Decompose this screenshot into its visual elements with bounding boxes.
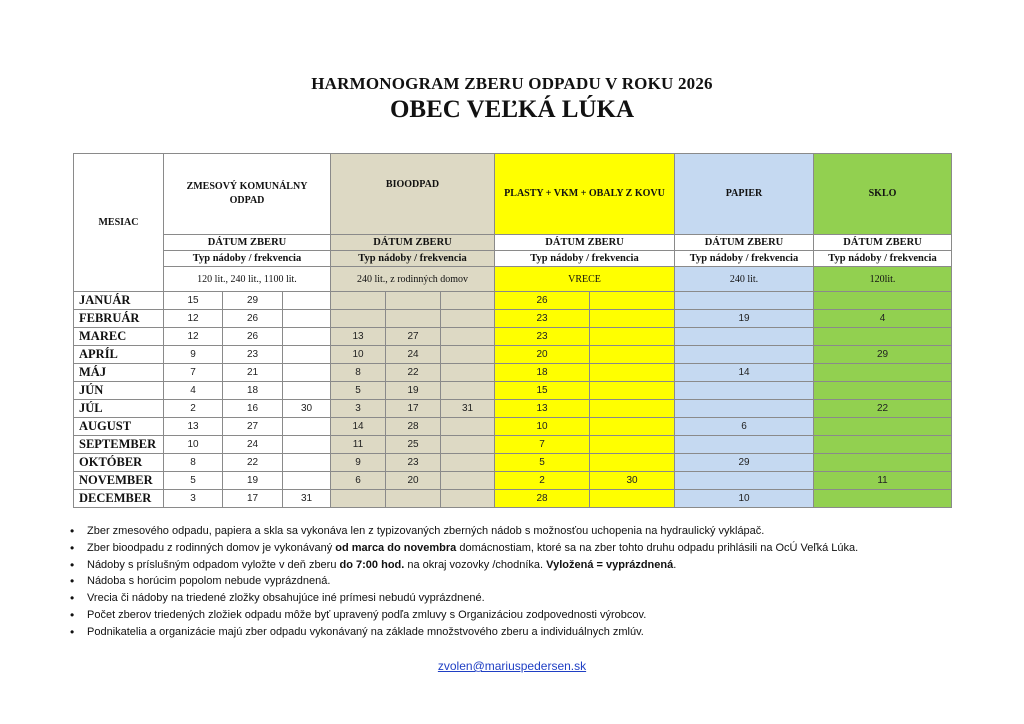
plasty-date: 2 xyxy=(495,472,590,490)
note-text: . xyxy=(673,558,677,571)
zmesovy-date: 26 xyxy=(223,328,283,346)
footer-contact xyxy=(0,659,1024,673)
zmesovy-date: 27 xyxy=(223,418,283,436)
category-header-sklo: SKLO xyxy=(814,154,952,235)
sklo-date xyxy=(814,328,952,346)
sklo-date xyxy=(814,490,952,508)
date-label-sklo: DÁTUM ZBERU xyxy=(814,235,952,251)
zmesovy-date xyxy=(283,436,331,454)
month-column-header: MESIAC xyxy=(74,154,164,292)
bioodpad-date xyxy=(441,364,495,382)
bioodpad-date xyxy=(441,454,495,472)
municipality-title: OBEC VEĽKÁ LÚKA xyxy=(389,96,635,123)
notes-list xyxy=(70,523,858,641)
plasty-date xyxy=(590,454,675,472)
note-text: Nádoby s príslušným odpadom vyložte v deň zberu xyxy=(87,558,340,571)
plasty-date xyxy=(590,364,675,382)
sklo-date xyxy=(814,454,952,472)
bioodpad-date xyxy=(386,490,441,508)
category-header-papier: PAPIER xyxy=(675,154,814,235)
plasty-date xyxy=(590,382,675,400)
note-text: Počet zberov triedených zložiek odpadu môže byť upravený podľa zmluvy s Organizáciou zodpovednosti výrobcov. xyxy=(87,608,647,621)
plasty-date: 5 xyxy=(495,454,590,472)
bioodpad-date xyxy=(386,292,441,310)
plasty-date xyxy=(590,418,675,436)
table-row xyxy=(74,472,952,490)
plasty-date: 20 xyxy=(495,346,590,364)
note-item xyxy=(70,624,858,641)
containers-bioodpad: 240 lit., z rodinných domov xyxy=(331,267,495,292)
type-label-plasty: Typ nádoby / frekvencia xyxy=(495,251,675,267)
bioodpad-date: 9 xyxy=(331,454,386,472)
zmesovy-date: 23 xyxy=(223,346,283,364)
bioodpad-date: 28 xyxy=(386,418,441,436)
zmesovy-date: 4 xyxy=(164,382,223,400)
sklo-date xyxy=(814,382,952,400)
bioodpad-date: 27 xyxy=(386,328,441,346)
collection-schedule-table xyxy=(73,153,952,508)
zmesovy-date: 16 xyxy=(223,400,283,418)
bioodpad-date xyxy=(441,382,495,400)
table-row xyxy=(74,292,952,310)
table-row xyxy=(74,382,952,400)
note-item xyxy=(70,557,858,574)
bioodpad-date xyxy=(441,490,495,508)
papier-date xyxy=(675,382,814,400)
document-title: HARMONOGRAM ZBERU ODPADU V ROKU 2026 xyxy=(311,74,713,93)
plasty-date xyxy=(590,490,675,508)
month-name: SEPTEMBER xyxy=(74,436,164,454)
plasty-date xyxy=(590,292,675,310)
date-label-zmesovy: DÁTUM ZBERU xyxy=(164,235,331,251)
zmesovy-date xyxy=(283,418,331,436)
sklo-date: 29 xyxy=(814,346,952,364)
bioodpad-date: 6 xyxy=(331,472,386,490)
note-text: domácnostiam, ktoré sa na zber tohto druhu odpadu prihlásili na OcÚ Veľká Lúka. xyxy=(456,541,859,554)
plasty-date xyxy=(590,400,675,418)
zmesovy-date: 26 xyxy=(223,310,283,328)
bioodpad-date: 17 xyxy=(386,400,441,418)
zmesovy-date xyxy=(283,454,331,472)
zmesovy-date xyxy=(283,364,331,382)
bioodpad-date: 20 xyxy=(386,472,441,490)
type-label-papier: Typ nádoby / frekvencia xyxy=(675,251,814,267)
month-name: APRÍL xyxy=(74,346,164,364)
date-label-plasty: DÁTUM ZBERU xyxy=(495,235,675,251)
zmesovy-date: 30 xyxy=(283,400,331,418)
zmesovy-date: 19 xyxy=(223,472,283,490)
zmesovy-date: 3 xyxy=(164,490,223,508)
plasty-date: 15 xyxy=(495,382,590,400)
note-item xyxy=(70,590,858,607)
zmesovy-date xyxy=(283,310,331,328)
bioodpad-date: 19 xyxy=(386,382,441,400)
date-label-papier: DÁTUM ZBERU xyxy=(675,235,814,251)
bioodpad-date: 31 xyxy=(441,400,495,418)
bioodpad-date xyxy=(441,292,495,310)
sklo-date: 4 xyxy=(814,310,952,328)
zmesovy-date: 5 xyxy=(164,472,223,490)
bioodpad-date xyxy=(441,418,495,436)
papier-date: 19 xyxy=(675,310,814,328)
plasty-date xyxy=(590,346,675,364)
zmesovy-date: 8 xyxy=(164,454,223,472)
note-text: Vrecia či nádoby na triedené zložky obsahujúce iné prímesi nebudú vyprázdnené. xyxy=(87,592,485,605)
note-text: na okraj vozovky /chodníka. xyxy=(404,558,547,571)
table-row xyxy=(74,364,952,382)
zmesovy-date: 2 xyxy=(164,400,223,418)
sklo-date: 11 xyxy=(814,472,952,490)
table-row xyxy=(74,346,952,364)
bioodpad-date: 5 xyxy=(331,382,386,400)
note-text: Nádoba s horúcim popolom nebude vyprázdnená. xyxy=(87,575,331,588)
note-item xyxy=(70,540,858,557)
papier-date xyxy=(675,436,814,454)
month-name: NOVEMBER xyxy=(74,472,164,490)
papier-date xyxy=(675,472,814,490)
zmesovy-date xyxy=(283,382,331,400)
zmesovy-date: 21 xyxy=(223,364,283,382)
zmesovy-date: 12 xyxy=(164,328,223,346)
note-text: Zber bioodpadu z rodinných domov je vykonávaný xyxy=(87,541,336,554)
zmesovy-date xyxy=(283,472,331,490)
bioodpad-date: 11 xyxy=(331,436,386,454)
bioodpad-date xyxy=(441,346,495,364)
zmesovy-date xyxy=(283,292,331,310)
plasty-date: 18 xyxy=(495,364,590,382)
papier-date: 6 xyxy=(675,418,814,436)
note-emphasis: do 7:00 hod. xyxy=(339,558,405,571)
bioodpad-date: 3 xyxy=(331,400,386,418)
plasty-date xyxy=(590,328,675,346)
zmesovy-date: 10 xyxy=(164,436,223,454)
zmesovy-date xyxy=(283,346,331,364)
containers-sklo: 120lit. xyxy=(814,267,952,292)
month-name: JANUÁR xyxy=(74,292,164,310)
containers-papier: 240 lit. xyxy=(675,267,814,292)
note-emphasis: Vyložená = vyprázdnená xyxy=(546,558,674,571)
bioodpad-date: 8 xyxy=(331,364,386,382)
month-name: AUGUST xyxy=(74,418,164,436)
plasty-date: 10 xyxy=(495,418,590,436)
type-label-sklo: Typ nádoby / frekvencia xyxy=(814,251,952,267)
type-label-row xyxy=(74,251,952,267)
zmesovy-date: 22 xyxy=(223,454,283,472)
sklo-date xyxy=(814,436,952,454)
plasty-date: 23 xyxy=(495,328,590,346)
papier-date: 29 xyxy=(675,454,814,472)
note-item xyxy=(70,573,858,590)
month-name: FEBRUÁR xyxy=(74,310,164,328)
papier-date xyxy=(675,328,814,346)
category-header-bioodpad: BIOODPAD xyxy=(331,154,495,235)
zmesovy-date: 18 xyxy=(223,382,283,400)
papier-date: 10 xyxy=(675,490,814,508)
category-header-plasty: PLASTY + VKM + OBALY Z KOVU xyxy=(495,154,675,235)
zmesovy-date: 31 xyxy=(283,490,331,508)
bioodpad-date xyxy=(331,490,386,508)
table-row xyxy=(74,418,952,436)
category-header-zmesovy: ZMESOVÝ KOMUNÁLNY ODPAD xyxy=(164,154,331,235)
papier-date xyxy=(675,400,814,418)
zmesovy-date: 9 xyxy=(164,346,223,364)
plasty-date: 28 xyxy=(495,490,590,508)
note-text: Podnikatelia a organizácie majú zber odpadu vykonávaný na základe množstvového zberu a individuálnych zmlúv. xyxy=(87,625,644,638)
date-label-row xyxy=(74,235,952,251)
bioodpad-date xyxy=(386,310,441,328)
table-row xyxy=(74,490,952,508)
table-row xyxy=(74,436,952,454)
papier-date xyxy=(675,346,814,364)
month-name: JÚL xyxy=(74,400,164,418)
plasty-date: 26 xyxy=(495,292,590,310)
zmesovy-date: 15 xyxy=(164,292,223,310)
bioodpad-date: 10 xyxy=(331,346,386,364)
containers-zmesovy: 120 lit., 240 lit., 1100 lit. xyxy=(164,267,331,292)
month-name: MÁJ xyxy=(74,364,164,382)
table-row xyxy=(74,400,952,418)
papier-date: 14 xyxy=(675,364,814,382)
bioodpad-date xyxy=(441,436,495,454)
bioodpad-date: 23 xyxy=(386,454,441,472)
zmesovy-date: 17 xyxy=(223,490,283,508)
table-row xyxy=(74,310,952,328)
zmesovy-date: 29 xyxy=(223,292,283,310)
zmesovy-date: 13 xyxy=(164,418,223,436)
zmesovy-date: 24 xyxy=(223,436,283,454)
note-item xyxy=(70,607,858,624)
plasty-date: 30 xyxy=(590,472,675,490)
note-text: Zber zmesového odpadu, papiera a skla sa vykonáva len z typizovaných zberných nádob s možnosťou uchopenia na hydraulický vyklápač. xyxy=(87,525,765,537)
category-header-row xyxy=(74,154,952,235)
note-emphasis: od marca do novembra xyxy=(335,541,457,554)
bioodpad-date: 25 xyxy=(386,436,441,454)
bioodpad-date xyxy=(331,310,386,328)
papier-date xyxy=(675,292,814,310)
table-row xyxy=(74,328,952,346)
date-label-bioodpad: DÁTUM ZBERU xyxy=(331,235,495,251)
bioodpad-date xyxy=(441,310,495,328)
month-name: MAREC xyxy=(74,328,164,346)
zmesovy-date: 7 xyxy=(164,364,223,382)
type-label-bioodpad: Typ nádoby / frekvencia xyxy=(331,251,495,267)
sklo-date xyxy=(814,292,952,310)
plasty-date: 7 xyxy=(495,436,590,454)
email-link[interactable]: zvolen@mariuspedersen.sk xyxy=(437,659,587,673)
zmesovy-date: 12 xyxy=(164,310,223,328)
sklo-date: 22 xyxy=(814,400,952,418)
note-item xyxy=(70,523,858,540)
month-name: DECEMBER xyxy=(74,490,164,508)
bioodpad-date: 13 xyxy=(331,328,386,346)
plasty-date: 23 xyxy=(495,310,590,328)
table-row xyxy=(74,454,952,472)
plasty-date xyxy=(590,310,675,328)
bioodpad-date: 24 xyxy=(386,346,441,364)
bioodpad-date xyxy=(441,472,495,490)
month-name: OKTÓBER xyxy=(74,454,164,472)
month-name: JÚN xyxy=(74,382,164,400)
sklo-date xyxy=(814,364,952,382)
plasty-date xyxy=(590,436,675,454)
container-row xyxy=(74,267,952,292)
bioodpad-date: 22 xyxy=(386,364,441,382)
bioodpad-date xyxy=(331,292,386,310)
containers-plasty: VRECE xyxy=(495,267,675,292)
zmesovy-date xyxy=(283,328,331,346)
plasty-date: 13 xyxy=(495,400,590,418)
bioodpad-date xyxy=(441,328,495,346)
sklo-date xyxy=(814,418,952,436)
bioodpad-date: 14 xyxy=(331,418,386,436)
type-label-zmesovy: Typ nádoby / frekvencia xyxy=(164,251,331,267)
